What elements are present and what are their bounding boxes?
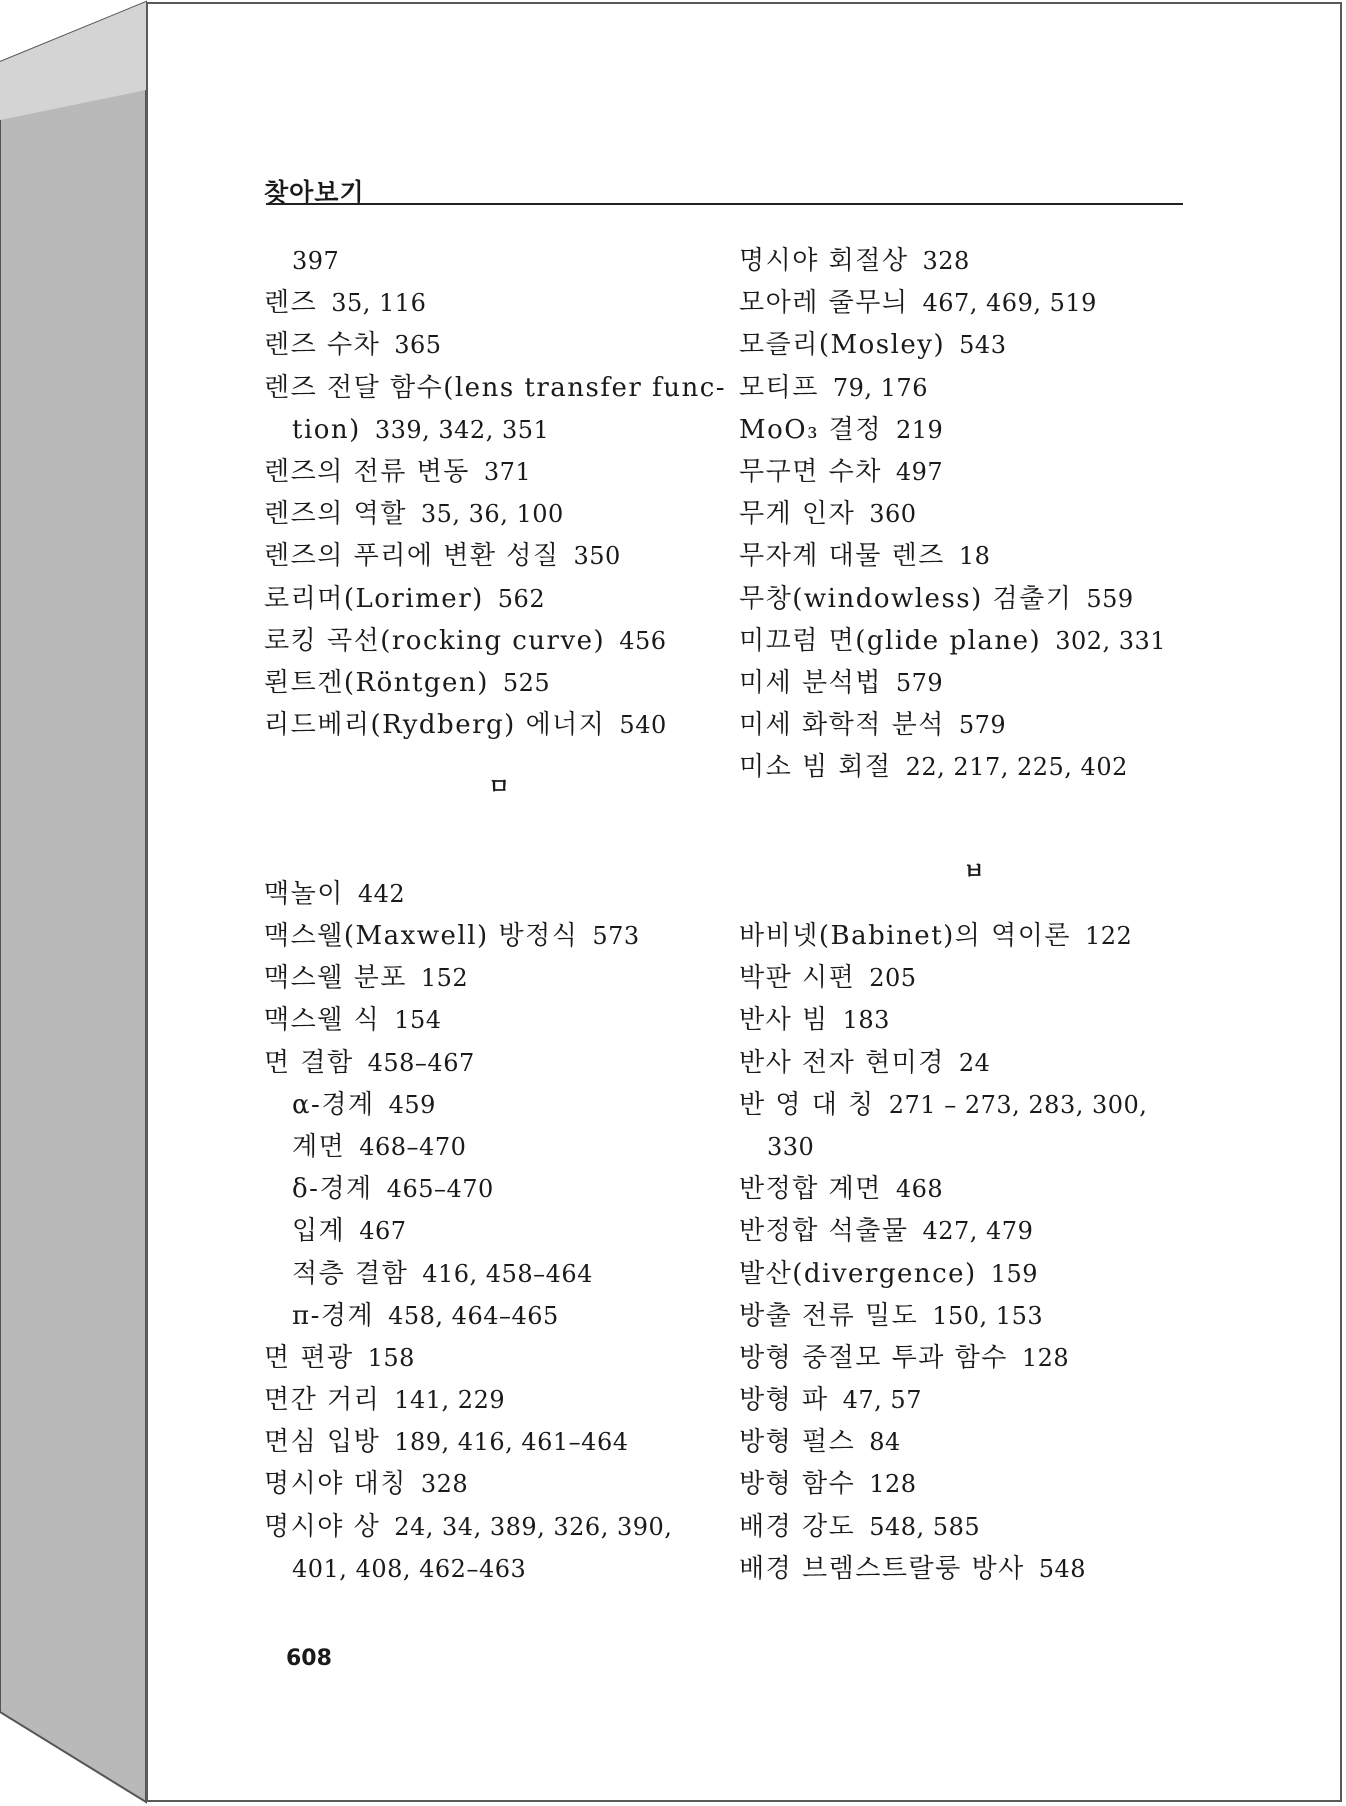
index-entry	[264, 240, 734, 282]
index-term: 반 영 대 칭	[739, 1089, 875, 1120]
index-entry	[264, 282, 734, 324]
index-entry	[739, 1421, 1209, 1463]
index-term: 렌즈의 푸리에 변환 성질	[264, 541, 560, 572]
index-term: α-경계	[292, 1089, 375, 1120]
index-page-refs: 219	[896, 415, 944, 444]
index-entry	[264, 493, 734, 535]
index-entry	[264, 1337, 734, 1379]
spacer	[264, 831, 734, 873]
index-term: 방형 펄스	[739, 1427, 856, 1458]
index-entry	[264, 1168, 734, 1210]
index-term: 무자계 대물 렌즈	[739, 541, 945, 572]
index-page-refs: 150, 153	[932, 1301, 1044, 1330]
page-number: 608	[286, 1646, 332, 1671]
index-entry	[264, 999, 734, 1041]
index-page-refs: 183	[842, 1006, 890, 1035]
index-page-refs: 465–470	[386, 1175, 494, 1204]
index-term: 명시야 대칭	[264, 1469, 407, 1500]
index-term: tion)	[292, 414, 361, 445]
index-entry	[264, 451, 734, 493]
index-page-refs: 79, 176	[832, 373, 928, 402]
index-entry	[739, 493, 1209, 535]
index-term: 박판 시편	[739, 963, 856, 994]
index-page-refs: 458, 464–465	[388, 1301, 559, 1330]
index-entry	[264, 1126, 734, 1168]
index-page-refs: 467, 469, 519	[922, 289, 1097, 318]
index-term: 뢴트겐(Röntgen)	[264, 667, 489, 698]
index-term: 계면	[292, 1131, 346, 1162]
index-term: 발산(divergence)	[739, 1258, 977, 1289]
index-term: 반정합 계면	[739, 1174, 882, 1205]
index-page-refs: 302, 331	[1055, 626, 1167, 655]
index-entry	[739, 282, 1209, 324]
index-entry	[264, 1210, 734, 1252]
index-term: 적층 결함	[292, 1258, 409, 1289]
index-term: 방출 전류 밀도	[739, 1300, 919, 1331]
index-page-refs: 35, 116	[331, 289, 427, 318]
index-term: 렌즈 수차	[264, 330, 381, 361]
index-term: 미소 빔 회절	[739, 752, 892, 783]
index-term: 면심 입방	[264, 1427, 381, 1458]
index-page-refs: 158	[367, 1343, 415, 1372]
index-term: 맥스웰 분포	[264, 963, 407, 994]
index-page-refs: 468	[895, 1175, 944, 1204]
index-page-refs: 548	[1038, 1554, 1087, 1583]
index-entry	[264, 1379, 734, 1421]
index-page-refs: 47, 57	[842, 1386, 922, 1415]
index-term: 명시야 회절상	[739, 246, 909, 276]
index-term: 방형 파	[739, 1385, 829, 1416]
index-page-refs: 350	[573, 542, 621, 571]
index-entry	[739, 324, 1209, 366]
index-page-refs: 468–470	[359, 1132, 467, 1161]
index-term: 모아레 줄무늬	[739, 288, 909, 319]
index-entry	[739, 409, 1209, 451]
index-page-refs: 141, 229	[394, 1386, 506, 1415]
index-page-refs: 18	[958, 542, 991, 571]
index-entry	[739, 1126, 1209, 1168]
index-page-refs: 205	[869, 964, 917, 993]
index-term: 로킹 곡선(rocking curve)	[264, 625, 606, 656]
index-entry	[739, 535, 1209, 577]
index-page-refs: 562	[497, 584, 546, 613]
index-term: 배경 강도	[739, 1511, 856, 1542]
index-page-refs: 24	[958, 1048, 991, 1077]
index-term: 모즐리(Mosley)	[739, 330, 946, 361]
index-entry	[739, 662, 1209, 704]
index-term: δ-경계	[292, 1174, 373, 1205]
index-page-refs: 573	[592, 922, 640, 951]
index-entry	[739, 1042, 1209, 1084]
index-entry	[739, 999, 1209, 1041]
section-heading: ㅁ	[488, 775, 510, 801]
header-rule	[266, 203, 1183, 205]
index-entry	[264, 662, 734, 704]
index-page-refs: 330	[767, 1132, 815, 1161]
index-page-refs: 152	[420, 964, 469, 993]
index-entry	[264, 704, 734, 746]
index-page-refs: 328	[420, 1470, 469, 1499]
index-page-refs: 365	[394, 331, 442, 360]
index-term: π-경계	[292, 1300, 375, 1331]
index-page-refs: 579	[958, 711, 1007, 740]
index-entry	[739, 1168, 1209, 1210]
index-entry	[739, 1084, 1209, 1126]
index-page-refs: 84	[869, 1428, 901, 1457]
index-entry	[739, 367, 1209, 409]
index-entry	[264, 324, 734, 366]
index-page-refs: 328	[922, 247, 970, 275]
index-term: 배경 브렘스트랄룽 방사	[739, 1553, 1025, 1584]
index-page-refs: 22, 217, 225, 402	[905, 753, 1128, 782]
index-page-refs: 579	[895, 668, 944, 697]
index-page-refs: 456	[619, 626, 667, 655]
index-page-refs: 458–467	[367, 1048, 475, 1077]
index-entry	[739, 451, 1209, 493]
index-term: 방형 중절모 투과 함수	[739, 1342, 1008, 1373]
index-page-refs: 559	[1086, 584, 1134, 613]
index-page-refs: 525	[502, 668, 551, 697]
index-term: 렌즈 전달 함수(lens transfer func-	[264, 372, 727, 403]
index-term: 바비넷(Babinet)의 역이론	[739, 921, 1072, 952]
index-entry	[264, 1421, 734, 1463]
index-entry	[739, 1463, 1209, 1505]
index-entry	[264, 1042, 734, 1084]
index-term: 반사 빔	[739, 1005, 829, 1036]
index-page-refs: 401, 408, 462–463	[292, 1554, 527, 1583]
index-term: 미세 분석법	[739, 667, 882, 698]
index-entry	[739, 620, 1209, 662]
book-side-edge	[0, 0, 150, 1806]
index-term: 방형 함수	[739, 1469, 856, 1500]
index-entry	[264, 915, 734, 957]
index-page-refs: 339, 342, 351	[374, 415, 550, 444]
index-page-refs: 371	[483, 457, 532, 486]
index-page-refs: 154	[394, 1006, 442, 1035]
index-entry	[264, 1295, 734, 1337]
index-page-refs: 159	[990, 1259, 1039, 1288]
index-page-refs: 540	[619, 711, 667, 740]
index-term: 면 편광	[264, 1342, 354, 1373]
index-term: 무게 인자	[739, 499, 856, 530]
index-page-refs: 35, 36, 100	[420, 500, 564, 529]
index-entry	[264, 409, 734, 451]
index-term: 면 결함	[264, 1047, 354, 1078]
index-entry	[739, 746, 1209, 788]
index-entry	[739, 915, 1209, 957]
index-page-refs: 427, 479	[922, 1217, 1034, 1246]
index-page-refs: 360	[869, 500, 917, 529]
index-page-refs: 189, 416, 461–464	[394, 1428, 629, 1457]
index-term: 맥스웰(Maxwell) 방정식	[264, 921, 579, 952]
index-entry	[739, 1210, 1209, 1252]
index-term: 무창(windowless) 검출기	[739, 583, 1073, 614]
spacer	[739, 788, 1209, 830]
index-entry	[739, 1379, 1209, 1421]
index-entry	[264, 957, 734, 999]
index-term: 무구면 수차	[739, 456, 882, 487]
index-entry	[264, 873, 734, 915]
index-entry	[264, 620, 734, 662]
index-column-left	[264, 240, 734, 1590]
index-page-refs: 548, 585	[869, 1512, 981, 1541]
index-entry	[739, 957, 1209, 999]
index-entry	[739, 1337, 1209, 1379]
index-page-refs: 271 – 273, 283, 300,	[888, 1090, 1148, 1119]
index-page-refs: 416, 458–464	[422, 1259, 593, 1288]
index-entry	[264, 578, 734, 620]
index-term: 미끄럼 면(glide plane)	[739, 625, 1042, 656]
index-entry	[264, 1548, 734, 1590]
index-page-refs: 497	[895, 457, 944, 486]
index-term: 리드베리(Rydberg) 에너지	[264, 710, 606, 741]
index-term: 반정합 석출물	[739, 1216, 909, 1247]
index-page-refs: 543	[959, 331, 1007, 360]
index-term: 명시야 상	[264, 1511, 381, 1542]
index-entry	[264, 1506, 734, 1548]
index-entry	[739, 578, 1209, 620]
section-heading: ㅂ	[963, 859, 985, 885]
index-term: 맥놀이	[264, 878, 344, 909]
index-term: 미세 화학적 분석	[739, 710, 945, 741]
index-term: 맥스웰 식	[264, 1005, 381, 1036]
index-term: 입계	[292, 1216, 346, 1247]
index-entry	[264, 1253, 734, 1295]
index-entry	[739, 1548, 1209, 1590]
index-term: 모티프	[739, 372, 819, 403]
index-page-refs: 128	[869, 1470, 917, 1499]
index-page-refs: 128	[1021, 1343, 1070, 1372]
index-entry	[264, 535, 734, 577]
index-page-refs: 122	[1085, 922, 1133, 951]
index-entry	[739, 1295, 1209, 1337]
index-column-right	[739, 240, 1209, 1590]
index-term: 렌즈의 역할	[264, 499, 407, 530]
index-page-refs: 467	[359, 1217, 407, 1246]
index-term: 로리머(Lorimer)	[264, 583, 484, 614]
index-term: 렌즈	[264, 288, 318, 319]
index-page-refs: 442	[357, 879, 406, 908]
index-entry	[739, 240, 1209, 282]
index-term: 렌즈의 전류 변동	[264, 456, 470, 487]
index-entry	[264, 367, 734, 409]
index-entry	[739, 704, 1209, 746]
index-entry	[264, 1084, 734, 1126]
index-term: MoO₃ 결정	[739, 414, 883, 445]
index-page-refs: 397	[292, 247, 340, 275]
index-term: 면간 거리	[264, 1385, 381, 1416]
index-term: 반사 전자 현미경	[739, 1047, 945, 1078]
index-entry	[739, 1506, 1209, 1548]
running-head: 찾아보기	[264, 178, 365, 207]
index-page-refs: 459	[388, 1090, 436, 1119]
index-entry	[739, 1253, 1209, 1295]
index-page-refs: 24, 34, 389, 326, 390,	[394, 1512, 673, 1541]
index-entry	[264, 1463, 734, 1505]
